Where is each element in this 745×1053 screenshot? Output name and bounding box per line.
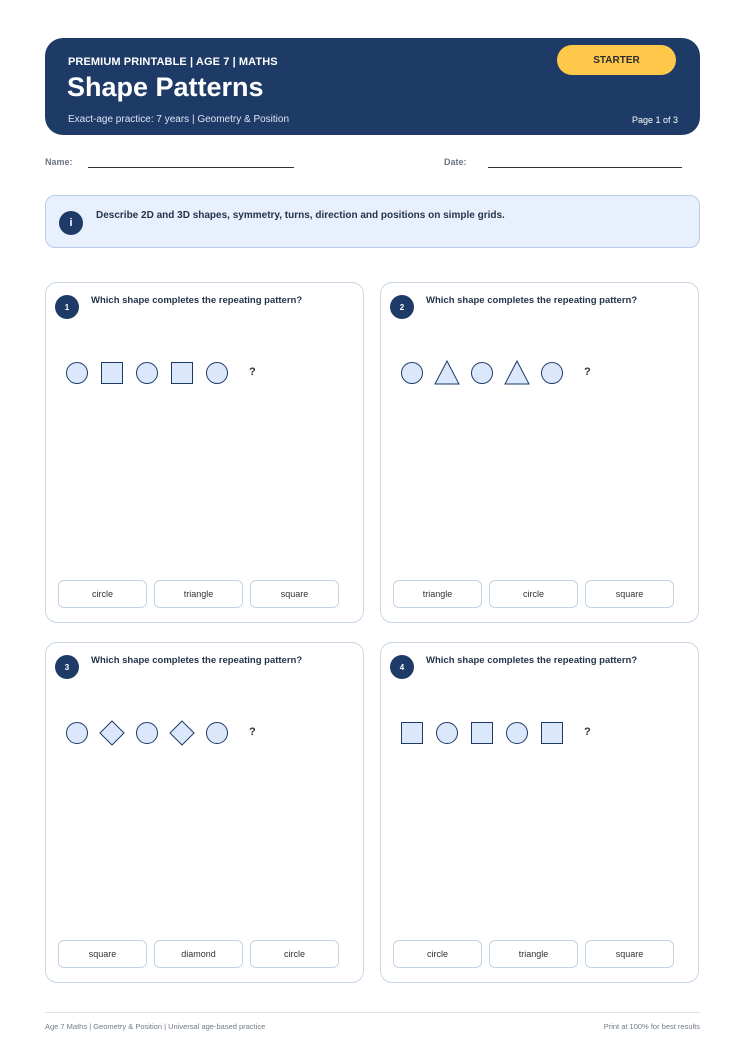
triangle-shape xyxy=(435,361,459,384)
circle-shape xyxy=(542,363,563,384)
info-text: Describe 2D and 3D shapes, symmetry, turns, direction and positions on simple grids. xyxy=(96,210,505,221)
question-text: Which shape completes the repeating pattern? xyxy=(426,295,638,306)
answer-option[interactable]: square xyxy=(58,940,147,968)
square-shape xyxy=(542,723,563,744)
answer-option[interactable]: circle xyxy=(489,580,578,608)
answer-option[interactable]: triangle xyxy=(489,940,578,968)
question-text: Which shape completes the repeating pattern? xyxy=(426,655,638,666)
question-number: 1 xyxy=(55,295,79,319)
answer-options xyxy=(58,580,342,610)
answer-options xyxy=(58,940,342,970)
question-card-4 xyxy=(380,642,699,983)
question-card-3 xyxy=(45,642,364,983)
name-label: Name: xyxy=(45,157,73,167)
unknown-mark: ? xyxy=(584,366,591,378)
worksheet-header xyxy=(45,38,700,135)
question-number: 2 xyxy=(390,295,414,319)
circle-shape xyxy=(67,723,88,744)
question-card-1 xyxy=(45,282,364,623)
header-subtitle: Exact-age practice: 7 years | Geometry & Position xyxy=(68,114,290,125)
circle-shape xyxy=(207,723,228,744)
square-shape xyxy=(472,723,493,744)
circle-shape xyxy=(207,363,228,384)
answer-option[interactable]: circle xyxy=(58,580,147,608)
answer-options xyxy=(393,940,677,970)
circle-shape xyxy=(507,723,528,744)
diamond-shape xyxy=(100,721,124,745)
answer-option[interactable]: square xyxy=(585,940,674,968)
circle-shape xyxy=(67,363,88,384)
footer-left: Age 7 Maths | Geometry & Position | Universal age-based practice xyxy=(45,1022,266,1031)
circle-shape xyxy=(437,723,458,744)
unknown-mark: ? xyxy=(249,726,256,738)
header-eyebrow: PREMIUM PRINTABLE | AGE 7 | MATHS xyxy=(68,56,278,68)
answer-option[interactable]: triangle xyxy=(154,580,243,608)
answer-option[interactable]: diamond xyxy=(154,940,243,968)
question-text: Which shape completes the repeating pattern? xyxy=(91,295,303,306)
answer-option[interactable]: circle xyxy=(393,940,482,968)
square-shape xyxy=(172,363,193,384)
question-number: 4 xyxy=(390,655,414,679)
question-number: 3 xyxy=(55,655,79,679)
question-text: Which shape completes the repeating pattern? xyxy=(91,655,303,666)
answer-option[interactable]: square xyxy=(250,580,339,608)
level-badge: STARTER xyxy=(557,45,676,75)
square-shape xyxy=(102,363,123,384)
unknown-mark: ? xyxy=(249,366,256,378)
info-box xyxy=(45,195,700,248)
date-label: Date: xyxy=(444,157,467,167)
page-title: Shape Patterns xyxy=(67,72,264,102)
circle-shape xyxy=(472,363,493,384)
question-card-2 xyxy=(380,282,699,623)
circle-shape xyxy=(402,363,423,384)
page-number: Page 1 of 3 xyxy=(631,115,678,125)
unknown-mark: ? xyxy=(584,726,591,738)
info-icon: i xyxy=(59,211,83,235)
circle-shape xyxy=(137,363,158,384)
square-shape xyxy=(402,723,423,744)
name-line[interactable] xyxy=(88,167,294,168)
footer-right: Print at 100% for best results xyxy=(603,1022,700,1031)
answer-option[interactable]: square xyxy=(585,580,674,608)
answer-option[interactable]: circle xyxy=(250,940,339,968)
answer-option[interactable]: triangle xyxy=(393,580,482,608)
answer-options xyxy=(393,580,677,610)
diamond-shape xyxy=(170,721,194,745)
date-line[interactable] xyxy=(488,167,682,168)
footer-divider xyxy=(45,1012,700,1013)
circle-shape xyxy=(137,723,158,744)
triangle-shape xyxy=(505,361,529,384)
